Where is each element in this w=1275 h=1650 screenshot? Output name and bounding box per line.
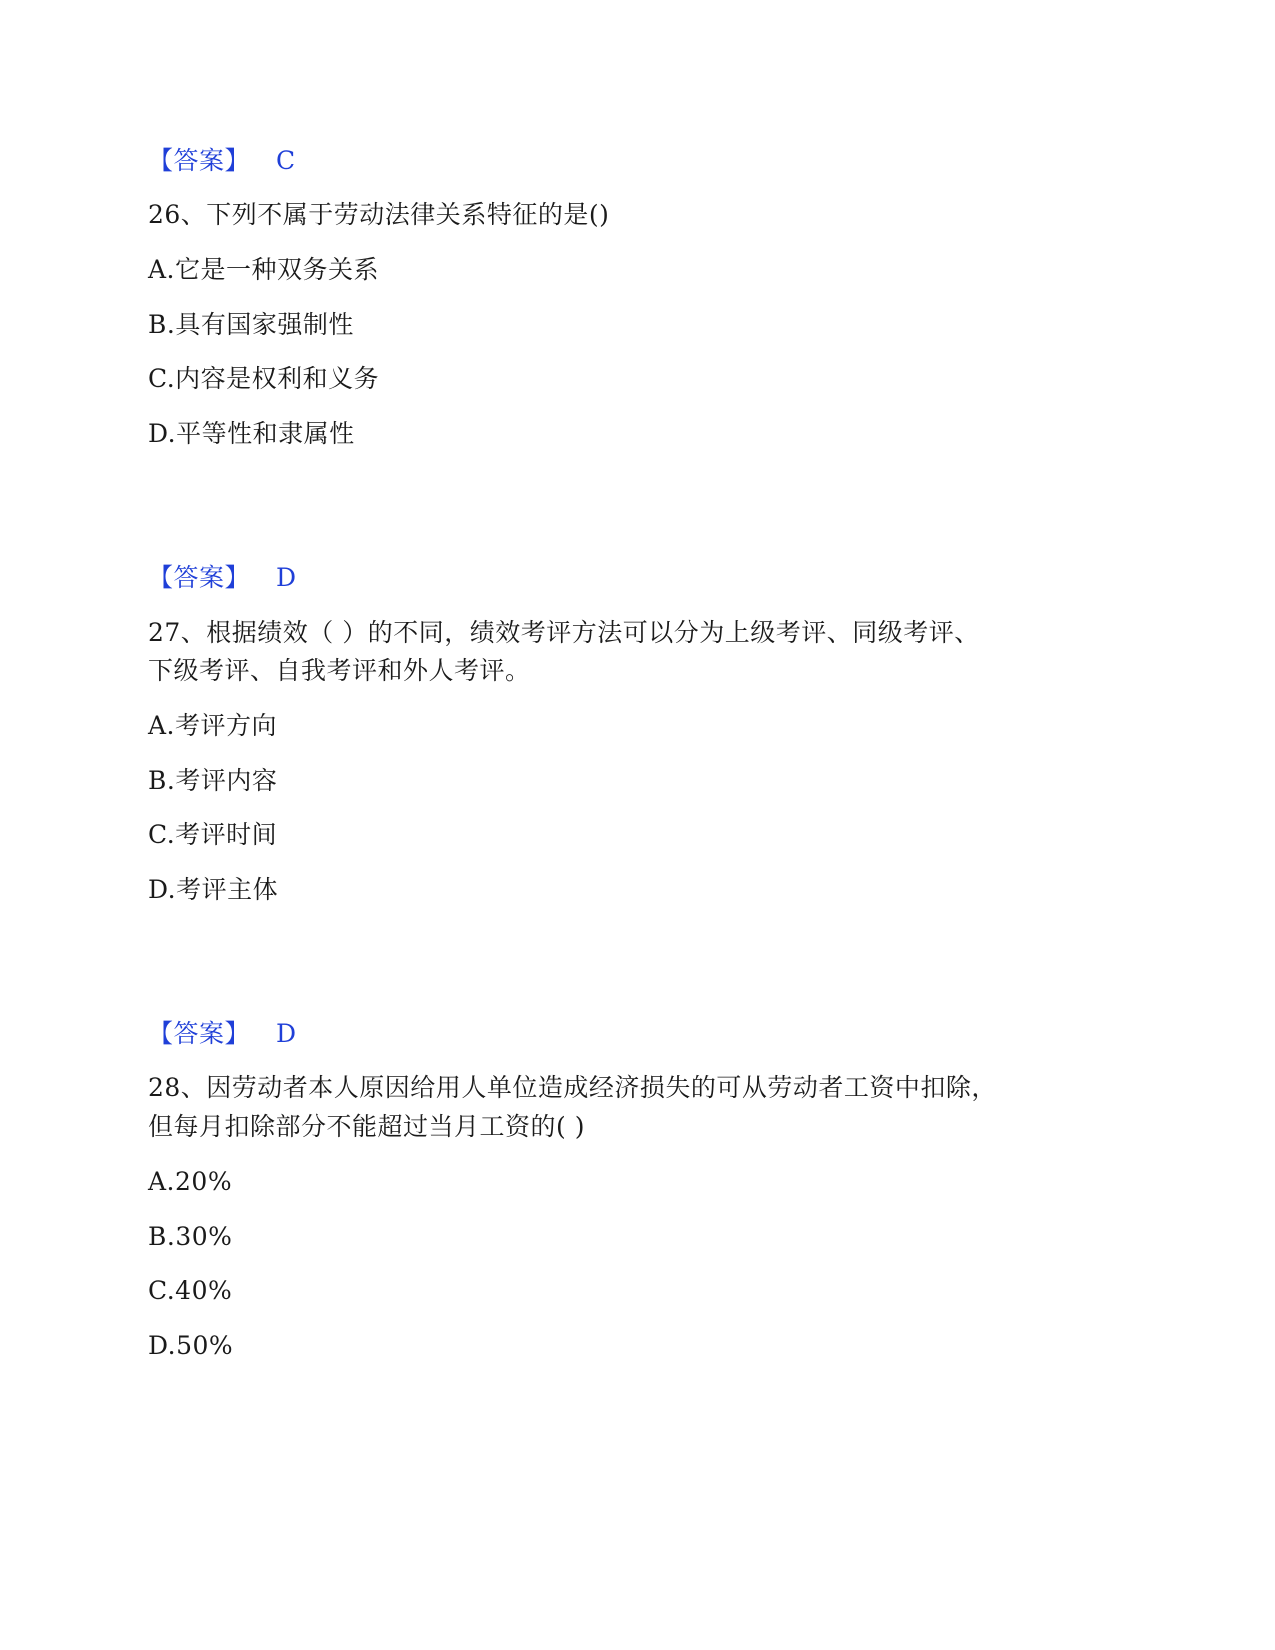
answer-label: 【答案】 [148, 1019, 251, 1048]
answer-label: 【答案】 [148, 146, 251, 175]
option-d: D.平等性和隶属性 [148, 419, 355, 448]
answer-value: C [276, 146, 296, 175]
answer-line [148, 1016, 297, 1052]
question-text-continued: 下级考评、自我考评和外人考评。 [148, 656, 531, 685]
option-a: A.它是一种双务关系 [148, 255, 380, 284]
answer-label: 【答案】 [148, 563, 251, 592]
option-a: A.考评方向 [148, 711, 278, 740]
option-a: A.20% [148, 1167, 233, 1196]
option-b: B.具有国家强制性 [148, 310, 354, 339]
answer-line [148, 143, 296, 179]
answer-value: D [276, 563, 297, 592]
option-c: C.考评时间 [148, 820, 278, 849]
option-d: D.考评主体 [148, 875, 279, 904]
question-text: 27、根据绩效（ ）的不同，绩效考评方法可以分为上级考评、同级考评、 [148, 618, 980, 647]
question-text: 28、因劳动者本人原因给用人单位造成经济损失的可从劳动者工资中扣除， [148, 1073, 997, 1102]
option-b: B.30% [148, 1222, 233, 1251]
answer-value: D [276, 1019, 297, 1048]
answer-line [148, 560, 297, 596]
question-text-continued: 但每月扣除部分不能超过当月工资的( ) [148, 1112, 585, 1141]
option-b: B.考评内容 [148, 766, 278, 795]
question-text: 26、下列不属于劳动法律关系特征的是() [148, 200, 610, 229]
option-c: C.内容是权利和义务 [148, 364, 380, 393]
option-d: D.50% [148, 1331, 234, 1360]
option-c: C.40% [148, 1276, 233, 1305]
